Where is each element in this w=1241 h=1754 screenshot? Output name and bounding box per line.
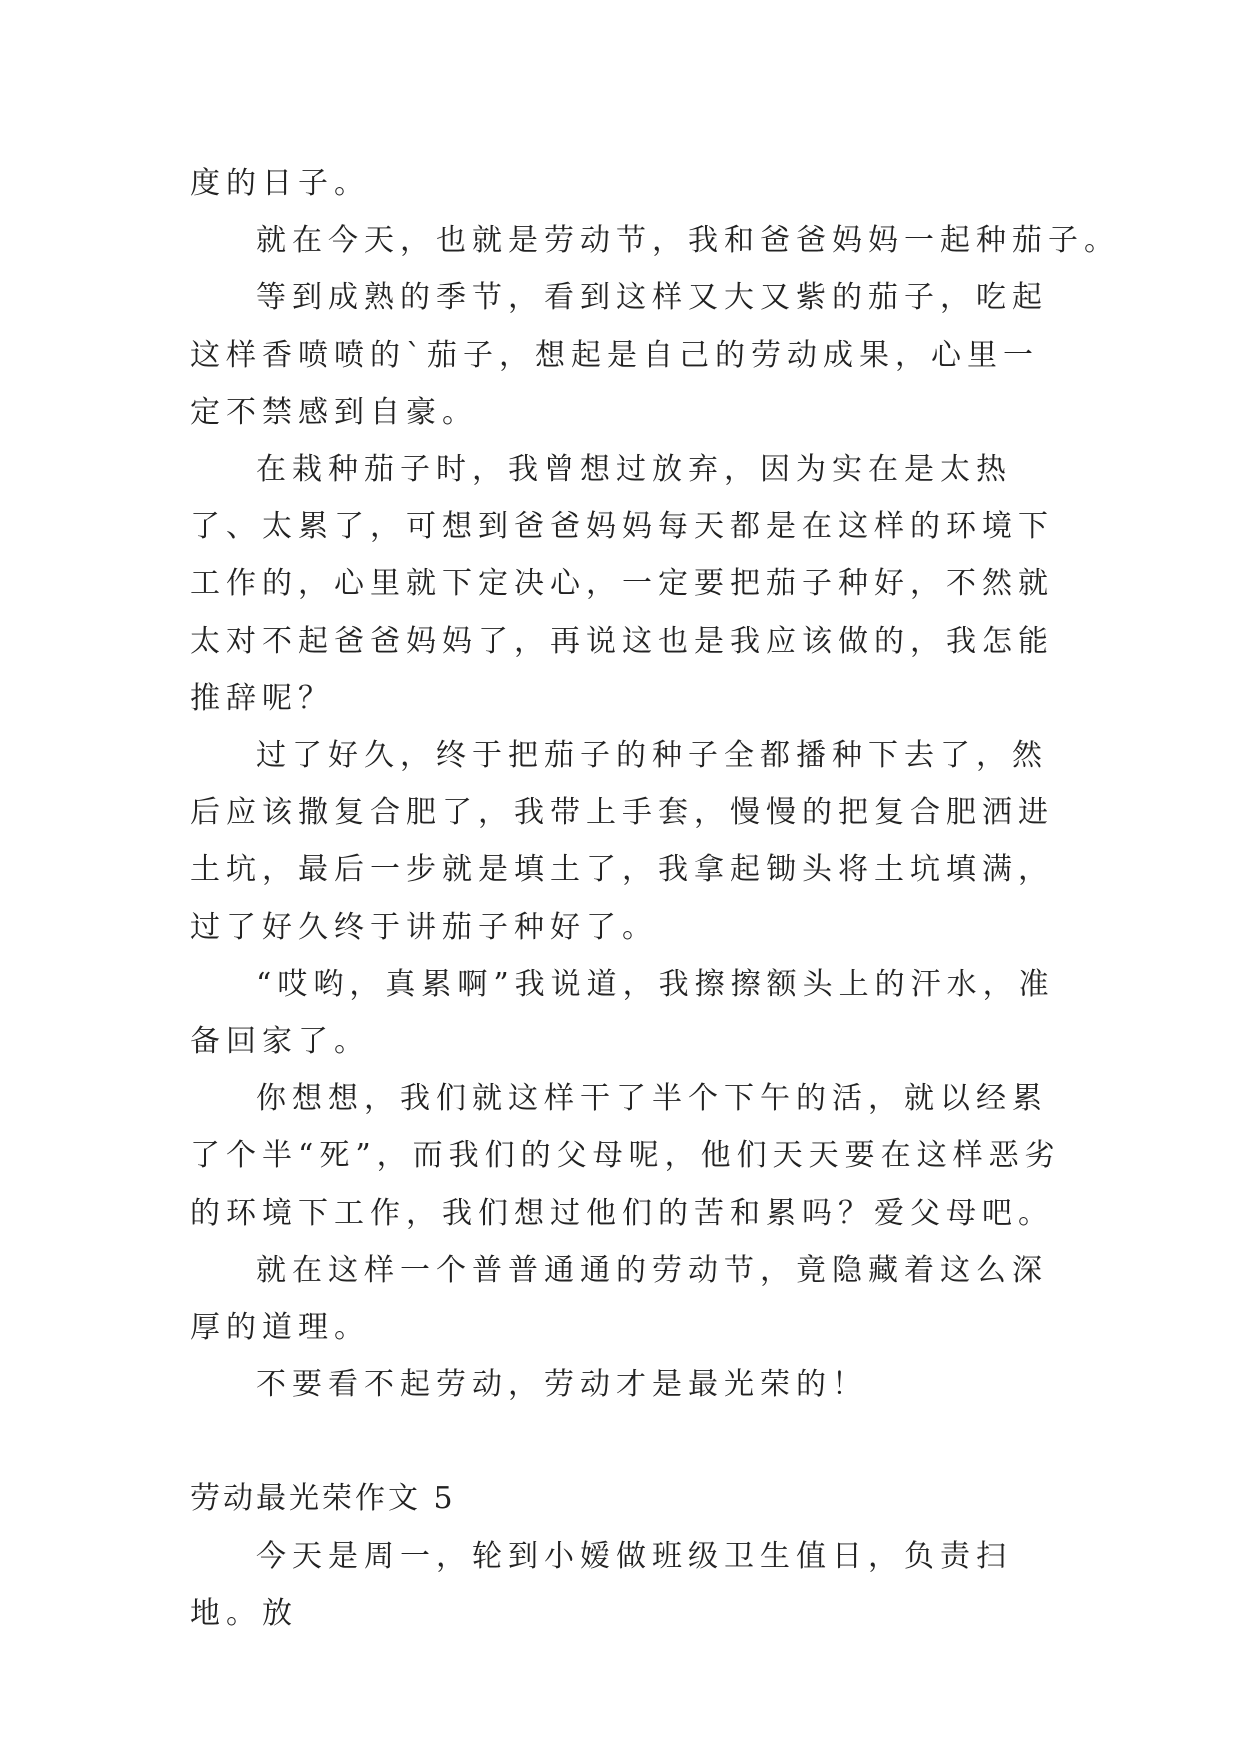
paragraph: 在栽种茄子时，我曾想过放弃，因为实在是太热了、太累了，可想到爸爸妈妈每天都是在这样的环境下工作的，心里就下定决心，一定要把茄子种好，不然就太对不起爸爸妈妈了，再说这也是我应该做的，我怎能推辞呢？: [190, 452, 1054, 716]
paragraph: “哎哟，真累啊”我说道，我擦擦额头上的汗水，准备回家了。: [190, 966, 1055, 1060]
document-body: [190, 155, 1120, 1642]
paragraph: 过了好久，终于把茄子的种子全都播种下去了，然后应该撒复合肥了，我带上手套，慢慢的把复合肥洒进土坑，最后一步就是填土了，我拿起锄头将土坑填满，过了好久终于讲茄子种好了。: [190, 738, 1054, 945]
paragraph: 你想想，我们就这样干了半个下午的活，就以经累了个半“死”，而我们的父母呢，他们天天要在这样恶劣的环境下工作，我们想过他们的苦和累吗？爱父母吧。: [190, 1081, 1061, 1231]
section-gap: [190, 1413, 1070, 1470]
section-title: 劳动最光荣作文 5: [190, 1481, 456, 1517]
paragraph-continuation: 度的日子。: [190, 166, 370, 201]
paragraph: 就在今天，也就是劳动节，我和爸爸妈妈一起种茄子。: [256, 223, 1120, 259]
paragraph: 不要看不起劳动，劳动才是最光荣的！: [256, 1367, 868, 1403]
paragraph: 就在这样一个普普通通的劳动节，竟隐藏着这么深厚的道理。: [190, 1252, 1048, 1346]
paragraph: 等到成熟的季节，看到这样又大又紫的茄子，吃起这样香喷喷的`茄子，想起是自己的劳动成果，心里一定不禁感到自豪。: [190, 280, 1048, 430]
paragraph: 今天是周一，轮到小嫒做班级卫生值日，负责扫地。放: [190, 1538, 1012, 1631]
